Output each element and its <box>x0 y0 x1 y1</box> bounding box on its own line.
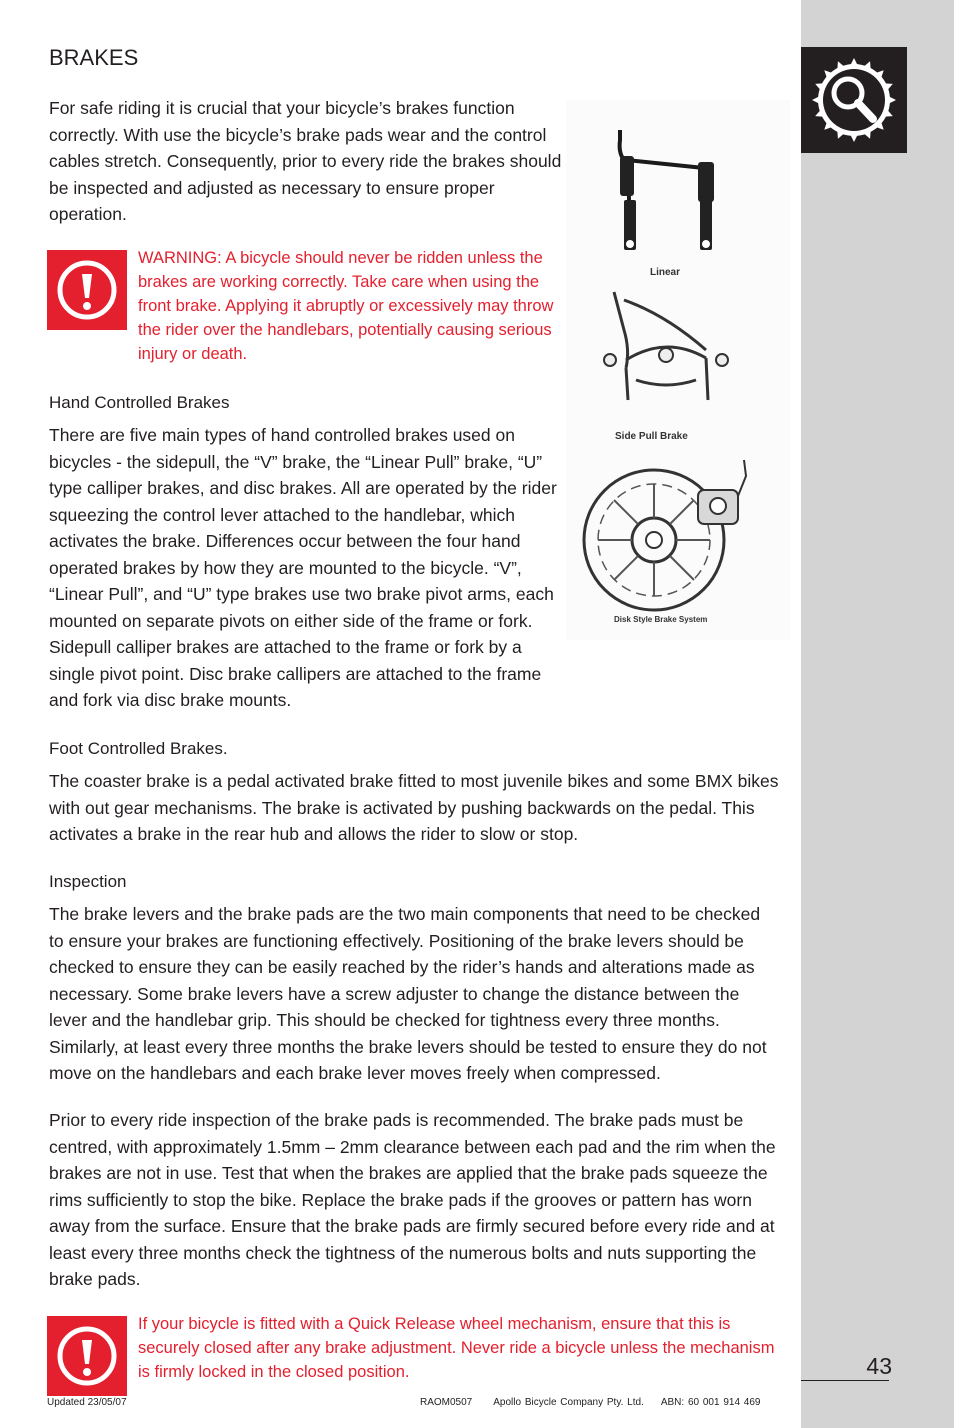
footer-code: RAOM0507 <box>420 1397 473 1408</box>
intro-paragraph: For safe riding it is crucial that your bicycle’s brakes function correctly. With use the bicycle’s brake pads wear and the control cables stretch. Consequently, prior to every ride the brakes should be inspected and adjusted as necessary to ensure proper operation. <box>49 98 562 224</box>
inspection-heading: Inspection <box>49 872 127 891</box>
footer-company: Apollo Bicycle Company Pty. Ltd. <box>493 1397 644 1408</box>
footer-updated: Updated 23/05/07 <box>47 1397 127 1408</box>
brake-types-figure <box>566 100 790 640</box>
exclamation-icon <box>47 250 127 330</box>
warning-text-2: If your bicycle is fitted with a Quick Release wheel mechanism, ensure that this is securely closed after any brake adjustment. Never ride a bicycle unless the mechanism is firmly locked in the closed position. <box>138 1315 775 1381</box>
figure-label-disk: Disk Style Brake System <box>614 615 708 624</box>
page-number-rule <box>801 1380 889 1381</box>
exclamation-icon <box>47 1316 127 1396</box>
linear-brake-drawing <box>566 100 790 640</box>
warning-box-1 <box>47 250 127 330</box>
page-number: 43 <box>866 1353 892 1379</box>
figure-label-side-pull: Side Pull Brake <box>615 431 688 442</box>
hand-brakes-paragraph: There are five main types of hand controlled brakes used on bicycles - the sidepull, the “V” brake, the “Linear Pull” brake, “U” type calliper brakes, and disc brakes. All are operated by the rider squeezing the control lever attached to the handlebar, which activates the brake. Differences occur between the four hand operated brakes by how they are mounted to the bicycle. “V”, “Linear Pull”, and “U” type brakes use two brake pivot arms, each mounted on separate pivots on either side of the frame or fork. Sidepull calliper brakes are attached to the frame or fork by a single pivot point. Disc brake callipers are attached to the frame and fork via disc brake mounts. <box>49 425 557 710</box>
magnifier-gear-icon <box>809 55 899 145</box>
hand-brakes-heading: Hand Controlled Brakes <box>49 393 230 412</box>
inspection-paragraph-2: Prior to every ride inspection of the brake pads is recommended. The brake pads must be centred, with approximately 1.5mm – 2mm clearance between each pad and the rim when the brakes are not in use. Test that when the brakes are applied that the brake pads squeeze the rims sufficiently to stop the bike. Replace the brake pads if the grooves or pattern has worn away from the surface. Ensure that the brake pads are firmly secured before every ride and at least every three months check the tightness of the numerous bolts and nuts supporting the brake pads. <box>49 1110 776 1289</box>
page-title: BRAKES <box>49 45 139 70</box>
warning-text-1: WARNING: A bicycle should never be ridden unless the brakes are working correctly. Take care when using the front brake. Applying it abruptly or excessively may throw the rider over the handlebars, potentially causing serious injury or death. <box>138 249 554 363</box>
footer-abn: ABN: 60 001 914 469 <box>660 1397 761 1408</box>
figure-label-linear: Linear <box>650 267 681 278</box>
inspection-paragraph-1: The brake levers and the brake pads are the two main components that need to be checked to ensure your brakes are functioning effectively. Positioning of the brake levers should be checked to ensure they can be easily reached by the rider’s hands and alterations made as necessary. Some brake levers have a screw adjuster to change the distance between the lever and the handlebar grip. This should be checked for tightness every three months. Similarly, at least every three months the brake levers should be tested to ensure they do not move on the handlebars and each brake lever moves freely when compressed. <box>49 904 767 1083</box>
foot-brakes-paragraph: The coaster brake is a pedal activated brake fitted to most juvenile bikes and some BMX bikes with out gear mechanisms. The brake is activated by pushing backwards on the pedal. This activates a brake in the rear hub and allows the rider to slow or stop. <box>49 771 779 844</box>
footer-info <box>420 1397 760 1408</box>
section-icon-box <box>801 47 907 153</box>
foot-brakes-heading: Foot Controlled Brakes. <box>49 739 228 758</box>
right-sidebar <box>801 0 954 1428</box>
warning-box-2 <box>47 1316 127 1396</box>
